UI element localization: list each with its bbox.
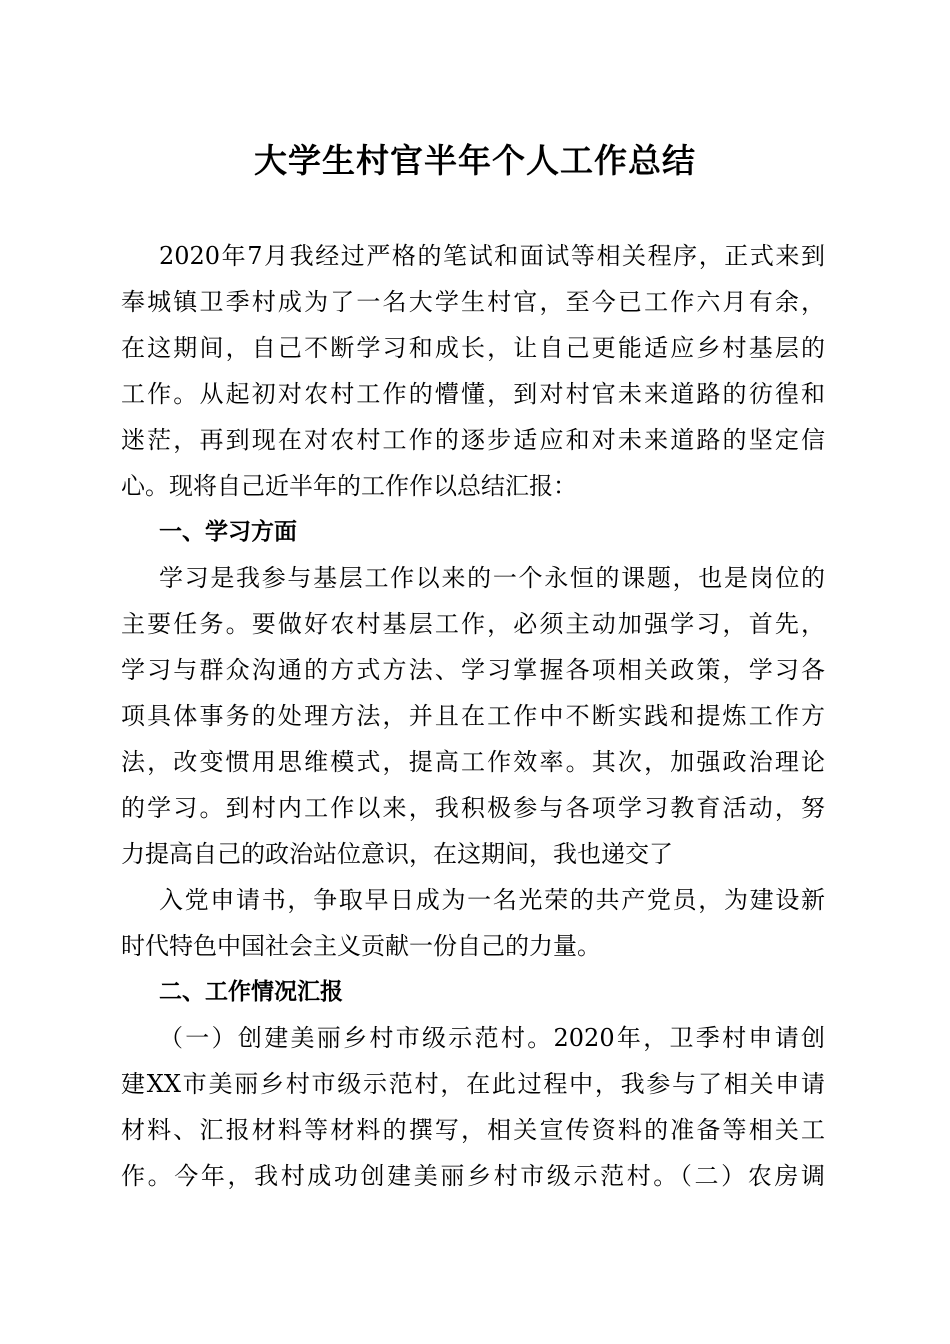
text-line: 力提高自己的政治站位意识，在这期间，我也递交了	[121, 840, 673, 868]
text-line: 入党申请书，争取早日成为一名光荣的共产党员，为建设新	[159, 886, 825, 914]
text-line: 材料、汇报材料等材料的撰写，相关宣传资料的准备等相关工	[121, 1116, 825, 1144]
document-title: 大学生村官半年个人工作总结	[254, 141, 696, 180]
text-line: 建XX市美丽乡村市级示范村，在此过程中，我参与了相关申请	[121, 1070, 825, 1098]
text-line: 在这期间，自己不断学习和成长，让自己更能适应乡村基层的	[121, 334, 825, 362]
text-line: 2020年7月我经过严格的笔试和面试等相关程序，正式来到	[159, 242, 825, 270]
text-line: 作。今年，我村成功创建美丽乡村市级示范村。（二）农房调	[121, 1162, 825, 1190]
text-line: 的学习。到村内工作以来，我积极参与各项学习教育活动，努	[121, 794, 825, 822]
text-line: 迷茫，再到现在对农村工作的逐步适应和对未来道路的坚定信	[121, 426, 825, 454]
text-line: 时代特色中国社会主义贡献一份自己的力量。	[121, 932, 601, 960]
document-body	[121, 233, 825, 1199]
text-line: 项具体事务的处理方法，并且在工作中不断实践和提炼工作方	[121, 702, 825, 730]
section-heading-work: 二、工作情况汇报	[159, 979, 343, 1005]
text-line: （一）创建美丽乡村市级示范村。2020年，卫季村申请创	[159, 1024, 825, 1052]
text-line: 工作。从起初对农村工作的懵懂，到对村官未来道路的彷徨和	[121, 380, 825, 408]
text-line: 奉城镇卫季村成为了一名大学生村官，至今已工作六月有余，	[121, 288, 825, 316]
text-line: 法，改变惯用思维模式，提高工作效率。其次，加强政治理论	[121, 748, 825, 776]
text-line: 心。现将自己近半年的工作作以总结汇报：	[121, 472, 577, 500]
text-line: 主要任务。要做好农村基层工作，必须主动加强学习，首先，	[121, 610, 825, 638]
text-line: 学习与群众沟通的方式方法、学习掌握各项相关政策，学习各	[121, 656, 825, 684]
section-heading-study: 一、学习方面	[159, 519, 297, 545]
text-line: 学习是我参与基层工作以来的一个永恒的课题，也是岗位的	[159, 564, 825, 592]
